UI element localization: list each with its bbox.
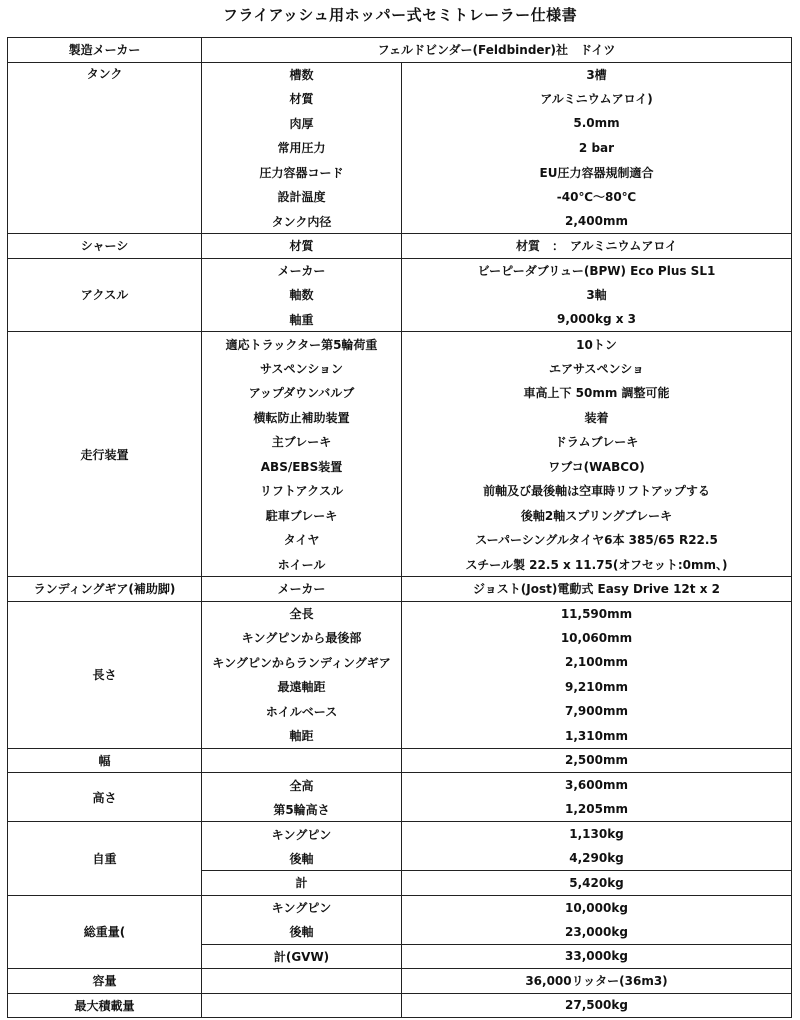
item-label: 軸数 bbox=[202, 283, 402, 308]
group-label: アクスル bbox=[8, 258, 202, 332]
item-value: -40℃〜80℃ bbox=[402, 185, 792, 210]
item-label: 肉厚 bbox=[202, 111, 402, 136]
item-value: 9,000kg x 3 bbox=[402, 307, 792, 332]
item-value: 9,210mm bbox=[402, 675, 792, 700]
item-label: 後軸 bbox=[202, 920, 402, 945]
item-label: メーカー bbox=[202, 577, 402, 602]
group-label: シャーシ bbox=[8, 234, 202, 259]
item-label: タイヤ bbox=[202, 528, 402, 553]
item-label: 計 bbox=[202, 871, 402, 896]
item-label bbox=[202, 748, 402, 773]
item-value: 装着 bbox=[402, 405, 792, 430]
item-value: 1,310mm bbox=[402, 724, 792, 749]
item-label: 常用圧力 bbox=[202, 136, 402, 161]
table-row bbox=[8, 234, 792, 259]
table-row bbox=[8, 993, 792, 1018]
item-label: 材質 bbox=[202, 234, 402, 259]
item-label: 横転防止補助装置 bbox=[202, 405, 402, 430]
item-value: 11,590mm bbox=[402, 601, 792, 626]
row-value: フェルドビンダー(Feldbinder)社 ドイツ bbox=[202, 38, 792, 63]
item-label: 計(GVW) bbox=[202, 944, 402, 969]
item-label: 第5輪高さ bbox=[202, 797, 402, 822]
item-value: 5,420kg bbox=[402, 871, 792, 896]
spec-table bbox=[7, 37, 792, 1018]
item-label: アップダウンバルブ bbox=[202, 381, 402, 406]
item-label: 全長 bbox=[202, 601, 402, 626]
group-label: 幅 bbox=[8, 748, 202, 773]
item-label: ABS/EBS装置 bbox=[202, 454, 402, 479]
item-label: 主ブレーキ bbox=[202, 430, 402, 455]
item-label: 駐車ブレーキ bbox=[202, 503, 402, 528]
item-value: エアサスペンショ bbox=[402, 356, 792, 381]
table-row bbox=[8, 577, 792, 602]
item-value: ワブコ(WABCO) bbox=[402, 454, 792, 479]
item-value: 10,000kg bbox=[402, 895, 792, 920]
item-label: 圧力容器コード bbox=[202, 160, 402, 185]
item-label: 槽数 bbox=[202, 62, 402, 87]
item-value: ジョスト(Jost)電動式 Easy Drive 12t x 2 bbox=[402, 577, 792, 602]
item-label: サスペンション bbox=[202, 356, 402, 381]
row-label: 製造メーカー bbox=[8, 38, 202, 63]
table-row bbox=[8, 895, 792, 920]
item-label: キングピンから最後部 bbox=[202, 626, 402, 651]
item-label: リフトアクスル bbox=[202, 479, 402, 504]
item-value: 10トン bbox=[402, 332, 792, 357]
item-value: 3槽 bbox=[402, 62, 792, 87]
item-value: 2 bar bbox=[402, 136, 792, 161]
table-row bbox=[8, 332, 792, 357]
table-row bbox=[8, 258, 792, 283]
item-value: アルミニウムアロイ) bbox=[402, 87, 792, 112]
item-value: 4,290kg bbox=[402, 846, 792, 871]
item-label: キングピン bbox=[202, 895, 402, 920]
item-value: 33,000kg bbox=[402, 944, 792, 969]
item-value: 2,100mm bbox=[402, 650, 792, 675]
item-value: 7,900mm bbox=[402, 699, 792, 724]
table-row bbox=[8, 62, 792, 87]
item-label: キングピンからランディングギア bbox=[202, 650, 402, 675]
item-label: 最遠軸距 bbox=[202, 675, 402, 700]
item-label bbox=[202, 969, 402, 994]
item-value: 36,000リッター(36m3) bbox=[402, 969, 792, 994]
table-row bbox=[8, 773, 792, 798]
item-value: ドラムブレーキ bbox=[402, 430, 792, 455]
item-label: メーカー bbox=[202, 258, 402, 283]
item-label: ホイルベース bbox=[202, 699, 402, 724]
item-label: タンク内径 bbox=[202, 209, 402, 234]
item-value: EU圧力容器規制適合 bbox=[402, 160, 792, 185]
item-value: ビーピーダブリュー(BPW) Eco Plus SL1 bbox=[402, 258, 792, 283]
item-label: 材質 bbox=[202, 87, 402, 112]
item-label bbox=[202, 993, 402, 1018]
item-value: 3,600mm bbox=[402, 773, 792, 798]
table-row bbox=[8, 969, 792, 994]
item-value: 後軸2軸スプリングブレーキ bbox=[402, 503, 792, 528]
item-value: 前軸及び最後軸は空車時リフトアップする bbox=[402, 479, 792, 504]
item-label: 設計温度 bbox=[202, 185, 402, 210]
group-label: 最大積載量 bbox=[8, 993, 202, 1018]
group-label: タンク bbox=[8, 62, 202, 234]
item-value: 2,400mm bbox=[402, 209, 792, 234]
document-title: フライアッシュ用ホッパー式セミトレーラー仕様書 bbox=[222, 6, 578, 24]
table-row bbox=[8, 38, 792, 63]
item-value: 27,500kg bbox=[402, 993, 792, 1018]
item-label: 適応トラックター第5輪荷重 bbox=[202, 332, 402, 357]
group-label: 総重量( bbox=[8, 895, 202, 969]
table-row bbox=[8, 601, 792, 626]
group-label: 容量 bbox=[8, 969, 202, 994]
item-value: 1,205mm bbox=[402, 797, 792, 822]
table-row bbox=[8, 822, 792, 847]
item-label: キングピン bbox=[202, 822, 402, 847]
item-value: 23,000kg bbox=[402, 920, 792, 945]
item-label: 軸重 bbox=[202, 307, 402, 332]
group-label: 自重 bbox=[8, 822, 202, 896]
item-label: ホイール bbox=[202, 552, 402, 577]
table-row bbox=[8, 748, 792, 773]
group-label: ランディングギア(補助脚) bbox=[8, 577, 202, 602]
item-value: 10,060mm bbox=[402, 626, 792, 651]
item-label: 後軸 bbox=[202, 846, 402, 871]
item-value: スチール製 22.5 x 11.75(オフセット:0mm、) bbox=[402, 552, 792, 577]
item-label: 全高 bbox=[202, 773, 402, 798]
group-label: 長さ bbox=[8, 601, 202, 748]
item-value: 1,130kg bbox=[402, 822, 792, 847]
item-value: 2,500mm bbox=[402, 748, 792, 773]
group-label: 走行装置 bbox=[8, 332, 202, 577]
item-value: 材質 ： アルミニウムアロイ bbox=[402, 234, 792, 259]
group-label: 高さ bbox=[8, 773, 202, 822]
item-label: 軸距 bbox=[202, 724, 402, 749]
item-value: 5.0mm bbox=[402, 111, 792, 136]
item-value: 3軸 bbox=[402, 283, 792, 308]
item-value: スーパーシングルタイヤ6本 385/65 R22.5 bbox=[402, 528, 792, 553]
item-value: 車高上下 50mm 調整可能 bbox=[402, 381, 792, 406]
